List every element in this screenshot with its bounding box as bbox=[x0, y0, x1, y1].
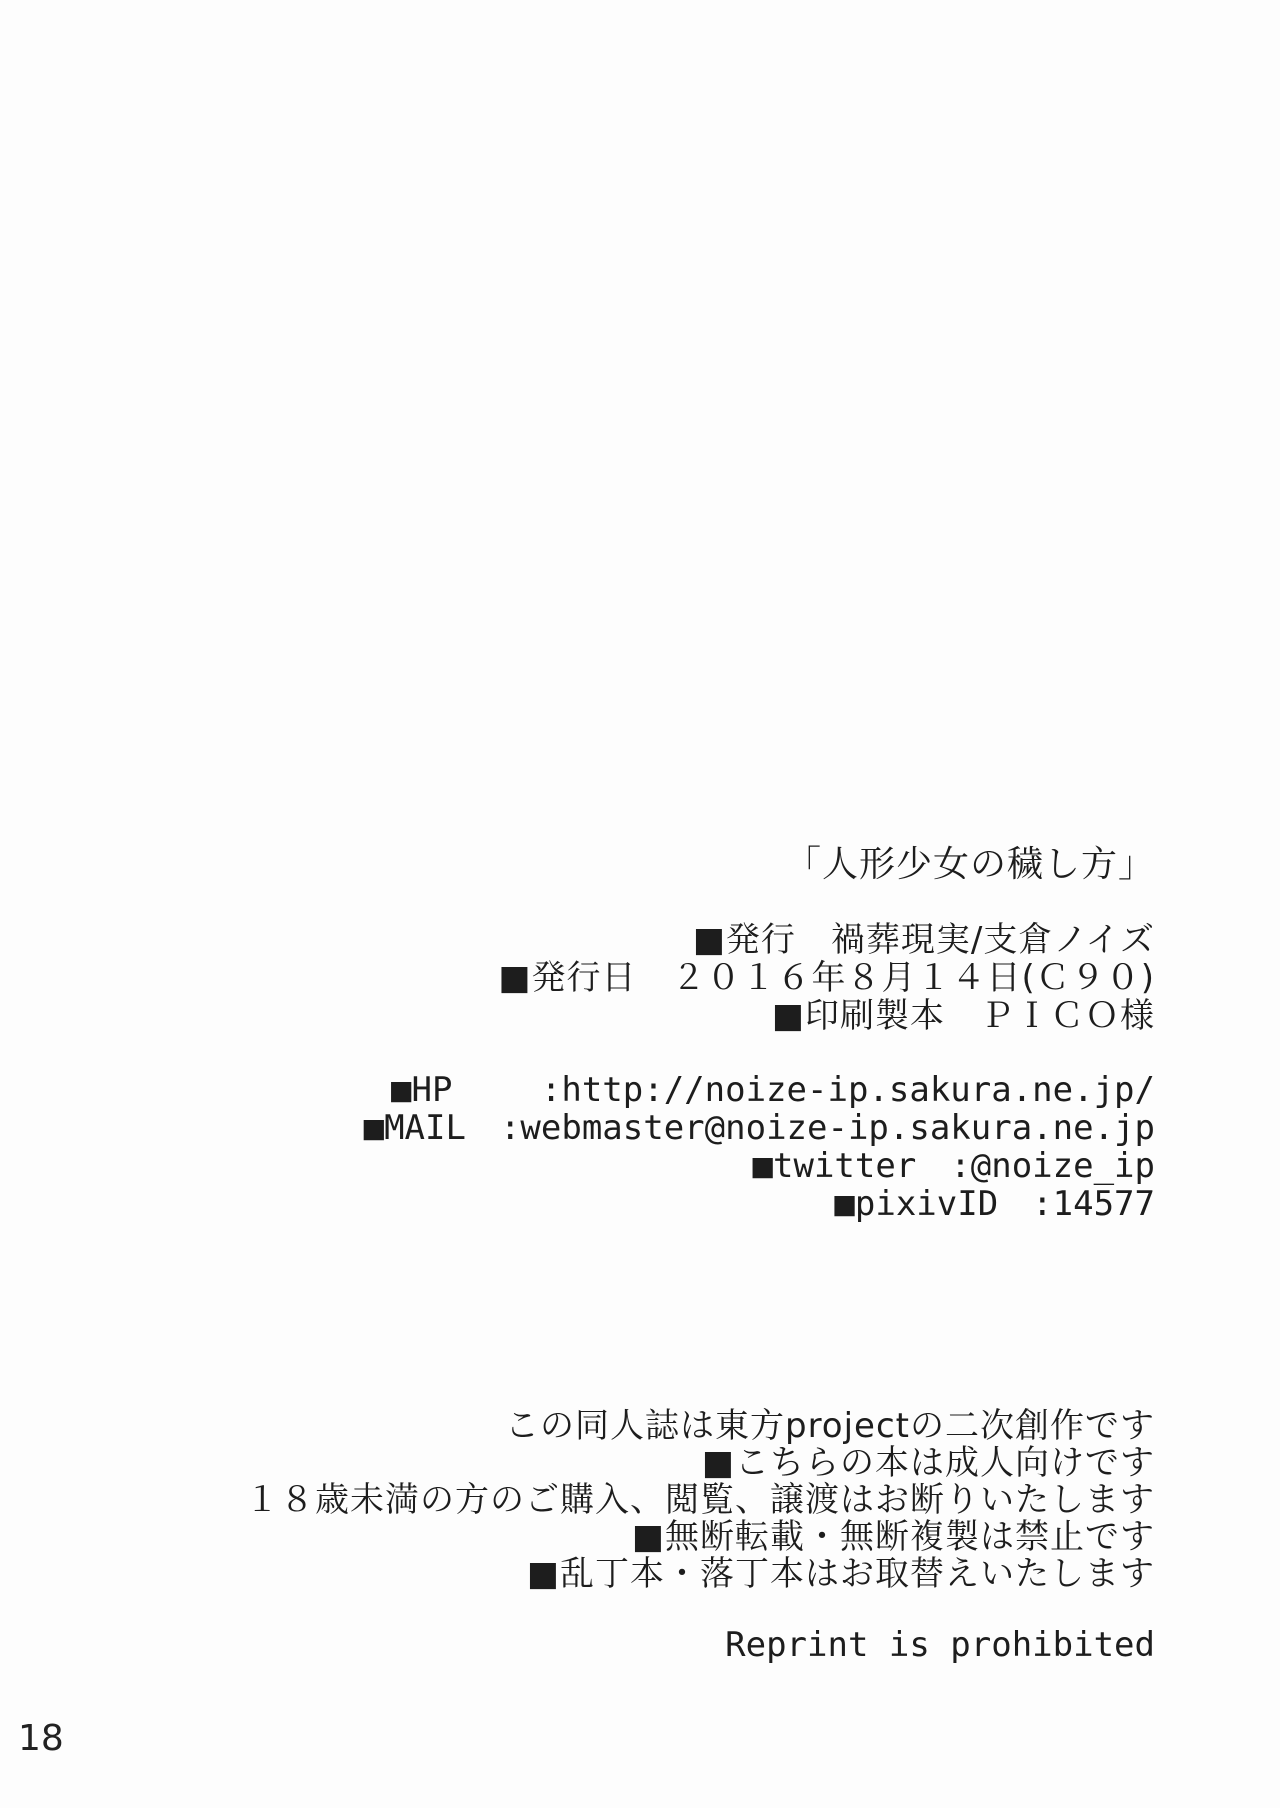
adult-content-notice: ■こちらの本は成人向けです bbox=[701, 1443, 1155, 1483]
publication-date-line: ■発行日 ２０１６年８月１４日(Ｃ９０) bbox=[498, 958, 1155, 998]
publication-info-block bbox=[498, 921, 1155, 1035]
derivative-work-notice: この同人誌は東方projectの二次創作です bbox=[504, 1406, 1155, 1446]
contact-info-block bbox=[364, 1071, 1155, 1223]
homepage-line: ■HP :http://noize-ip.sakura.ne.jp/ bbox=[391, 1070, 1155, 1110]
printer-line: ■印刷製本 ＰＩＣＯ様 bbox=[771, 996, 1155, 1036]
page-number: 18 bbox=[18, 1718, 64, 1759]
defective-copy-notice: ■乱丁本・落丁本はお取替えいたします bbox=[526, 1554, 1155, 1594]
twitter-line: ■twitter :@noize_ip bbox=[752, 1146, 1155, 1186]
publisher-line: ■発行 禍葬現実/支倉ノイズ bbox=[692, 920, 1155, 960]
reprint-prohibited-notice: Reprint is prohibited bbox=[725, 1625, 1155, 1665]
doujin-title: 「人形少女の穢し方」 bbox=[784, 844, 1155, 885]
mail-line: ■MAIL :webmaster@noize-ip.sakura.ne.jp bbox=[363, 1108, 1155, 1148]
no-reproduction-notice: ■無断転載・無断複製は禁止です bbox=[631, 1517, 1155, 1557]
disclaimer-block bbox=[245, 1408, 1155, 1593]
pixiv-id-line: ■pixivID :14577 bbox=[834, 1184, 1155, 1224]
age-restriction-notice: １８歳未満の方のご購入、閲覧、譲渡はお断りいたします bbox=[245, 1480, 1155, 1520]
